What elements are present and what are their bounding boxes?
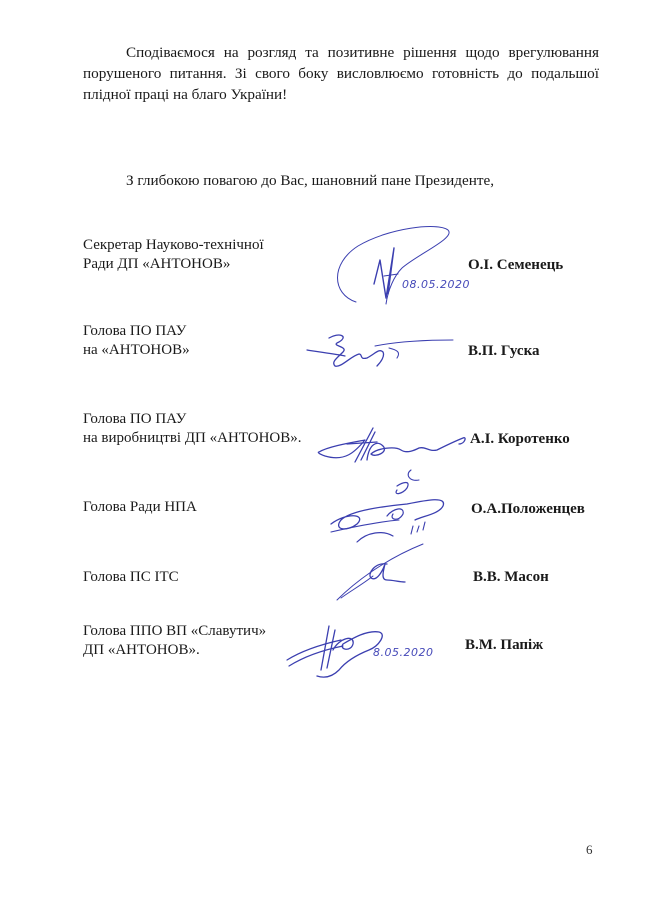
signatory-name: В.В. Масон bbox=[473, 569, 549, 585]
signatory-role-line1: Голова ПО ПАУ bbox=[83, 411, 187, 427]
signatory-role-line1: Голова ППО ВП «Славутич» bbox=[83, 623, 267, 639]
signatory-role-line2: ДП «АНТОНОВ». bbox=[83, 642, 200, 658]
signatory-role bbox=[83, 498, 197, 517]
signature-date: 08.05.2020 bbox=[402, 278, 470, 291]
signatory-role bbox=[83, 622, 266, 660]
closing-salutation: З глибокою повагою до Вас, шановний пане Президенте, bbox=[126, 172, 495, 189]
signatory-block-korotenko bbox=[83, 410, 623, 480]
body-paragraph bbox=[83, 42, 599, 105]
signatory-name: А.І. Коротенко bbox=[470, 431, 570, 447]
signatory-role bbox=[83, 410, 302, 448]
signatory-block-guska bbox=[83, 322, 623, 382]
signature-date: 8.05.2020 bbox=[373, 646, 434, 659]
handwritten-signature bbox=[333, 540, 433, 606]
signatory-role-line1: Голова Ради НПА bbox=[83, 499, 197, 515]
signatory-role-line2: Ради ДП «АНТОНОВ» bbox=[83, 256, 231, 272]
signatory-block-mason bbox=[83, 568, 623, 618]
handwritten-signature bbox=[328, 224, 468, 314]
signatory-role-line1: Голова ПС ІТС bbox=[83, 569, 179, 585]
signatory-role-line1: Секретар Науково-технічної bbox=[83, 237, 264, 253]
signatory-name: В.П. Гуска bbox=[468, 343, 540, 359]
handwritten-signature bbox=[305, 328, 455, 378]
signatory-role bbox=[83, 568, 179, 587]
page-number: 6 bbox=[586, 842, 593, 857]
signatory-role bbox=[83, 322, 190, 360]
signatory-block-papizh bbox=[83, 622, 623, 692]
signatory-role-line2: на «АНТОНОВ» bbox=[83, 342, 190, 358]
signatory-name: В.М. Папіж bbox=[465, 637, 544, 653]
handwritten-signature bbox=[315, 422, 475, 484]
signatory-name: О.А.Положенцев bbox=[471, 501, 585, 517]
signatory-block-semenets bbox=[83, 236, 623, 326]
signatory-role-line2: на виробництві ДП «АНТОНОВ». bbox=[83, 430, 302, 446]
signatory-role bbox=[83, 236, 264, 274]
body-paragraph-text: Сподіваємося на розгляд та позитивне рішення щодо врегулювання порушеного питання. Зі свого боку висловлюємо готовність до подальшої плідної праці на благо України! bbox=[83, 44, 599, 103]
signatory-name: О.І. Семенець bbox=[468, 257, 564, 273]
signatory-role-line1: Голова ПО ПАУ bbox=[83, 323, 187, 339]
